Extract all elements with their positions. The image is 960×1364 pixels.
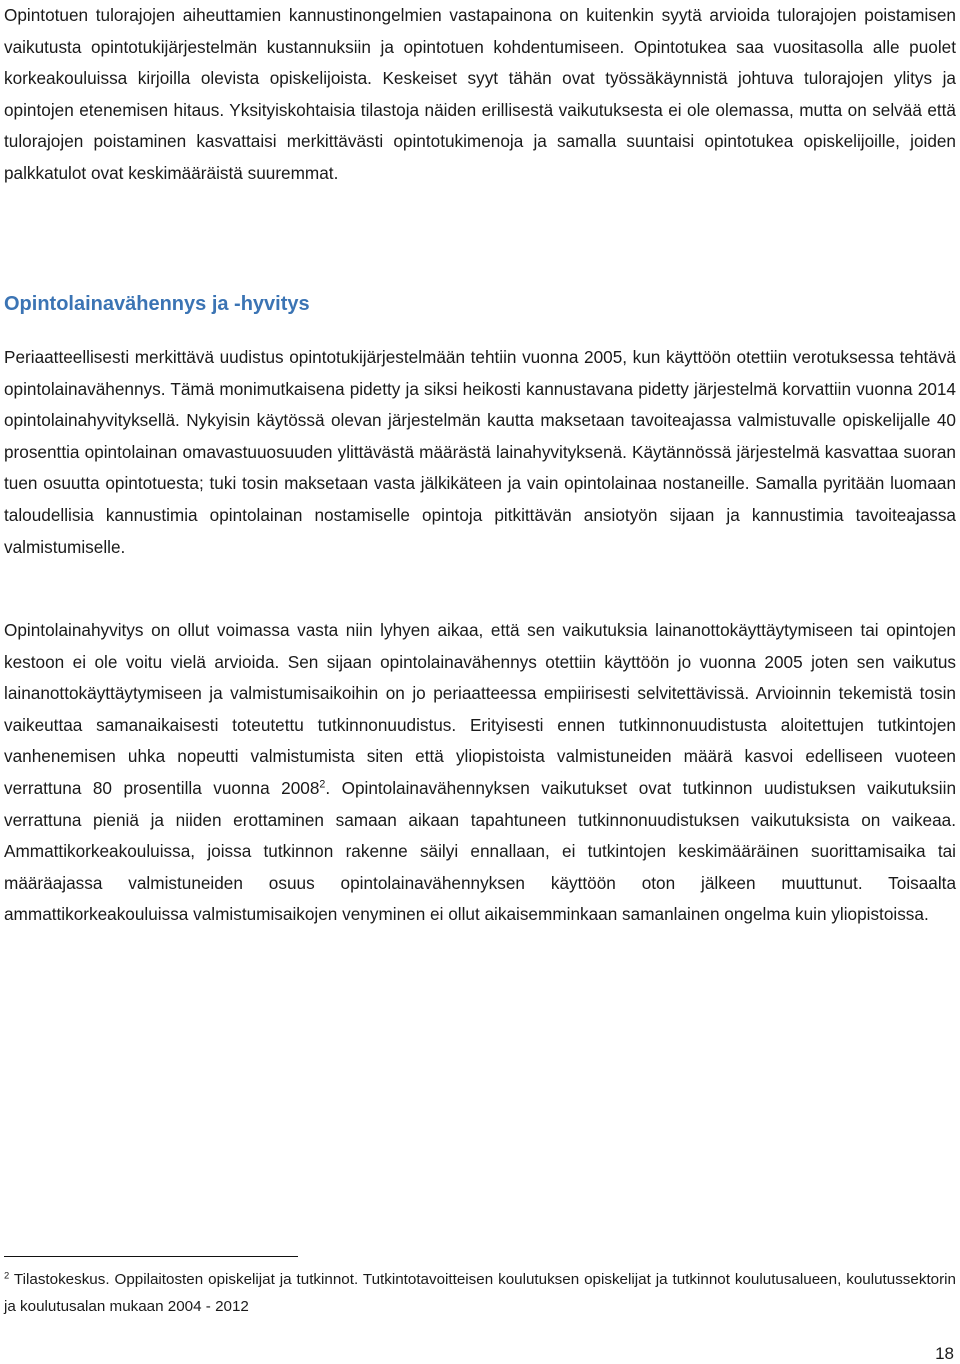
- paragraph-loan-deduction: Periaatteellisesti merkittävä uudistus opintotukijärjestelmään tehtiin vuonna 2005, kun käyttöön otettiin verotuksessa tehtävä opintolainavähennys. Tämä monimutkaisena pidetty ja siksi heikosti kannustavana pidetty järjestelmä korvattiin vuonna 2014 opintolainahyvityksellä. Nykyisin käytössä olevan järjestelmän kautta maksetaan tavoiteajassa valmistuvalle opiskelijalle 40 prosenttia opintolainan omavastuuosuuden ylittävästä määrästä lainahyvityksenä. Käytännössä järjestelmä kasvattaa suoran tuen osuutta opintotuesta; tuki tosin maksetaan vasta jälkikäteen ja vain opintolainaa nostaneille. Samalla pyritään luomaan taloudellisia kannustimia opintolainan nostamiselle opintoja pitkittävän ansiotyön sijaan ja kannustimia tavoiteajassa valmistumiselle.: [4, 347, 956, 557]
- page-number: 18: [935, 1344, 954, 1363]
- paragraph-text-part-1: Opintolainahyvitys on ollut voimassa vasta niin lyhyen aikaa, että sen vaikutuksia lainanottokäyttäytymiseen tai opintojen kestoon ei ole voitu vielä arvioida. Sen sijaan opintolainavähennys otettiin käyttöön jo vuonna 2005 joten sen vaikutus lainanottokäyttäytymiseen ja valmistumisaikoihin on jo periaatteessa empiirisesti selvitettävissä. Arvioinnin tekemistä tosin vaikeuttaa samanaikaisesti toteutettu tutkinnonuudistus. Erityisesti ennen tutkinnonuudistusta aloitettujen tutkintojen vanhenemisen uhka nopeutti valmistumista siten että yliopistoista valmistuneiden määrä kasvoi edelliseen vuoteen verrattuna 80 prosentilla vuonna 2008: [4, 620, 956, 798]
- footnote-separator: [4, 1256, 298, 1257]
- intro-paragraph: Opintotuen tulorajojen aiheuttamien kannustinongelmien vastapainona on kuitenkin syytä arvioida tulorajojen poistamisen vaikutusta opintotukijärjestelmän kustannuksiin ja opintotuen kohdentumiseen. Opintotukea saa vuositasolla alle puolet korkeakouluissa kirjoilla olevista opiskelijoista. Keskeiset syyt tähän ovat työssäkäynnistä johtuva tulorajojen ylitys ja opintojen etenemisen hitaus. Yksityiskohtaisia tilastoja näiden erillisestä vaikutuksesta ei ole olemassa, mutta on selvää että tulorajojen poistaminen kasvattaisi merkittävästi opintotukimenoja ja samalla suuntaisi opintotukea opiskelijoille, joiden palkkatulot ovat keskimääräistä suuremmat.: [4, 5, 956, 183]
- footnote-text: Tilastokeskus. Oppilaitosten opiskelijat ja tutkinnot. Tutkintotavoitteisen koulutuksen opiskelijat ja tutkinnot koulutusalueen, koulutussektorin ja koulutusalan mukaan 2004 - 2012: [4, 1271, 956, 1315]
- footnote: [4, 1266, 956, 1320]
- paragraph-loan-credit-effects: [4, 615, 956, 931]
- footnote-reference: 2: [319, 778, 326, 791]
- footnote-marker: 2: [4, 1269, 10, 1281]
- paragraph-text-part-2: . Opintolainavähennyksen vaikutukset ovat tutkinnon uudistuksen vaikutuksiin verrattuna pieniä ja niiden erottaminen samaan aikaan tapahtuneen tutkinnonuudistuksen vaikutuksista on vaikeaa. Ammattikorkeakouluissa, joissa tutkinnon rakenne säilyi ennallaan, ei tutkintojen keskimääräinen suorittamisaika tai määräajassa valmistuneiden osuus opintolainavähennyksen käyttöön oton jälkeen muuttunut. Toisaalta ammattikorkeakouluissa valmistumisaikojen venyminen ei ollut aikaisemminkaan samanlainen ongelma kuin yliopistoissa.: [4, 777, 956, 925]
- section-heading: Opintolainavähennys ja -hyvitys: [4, 293, 310, 315]
